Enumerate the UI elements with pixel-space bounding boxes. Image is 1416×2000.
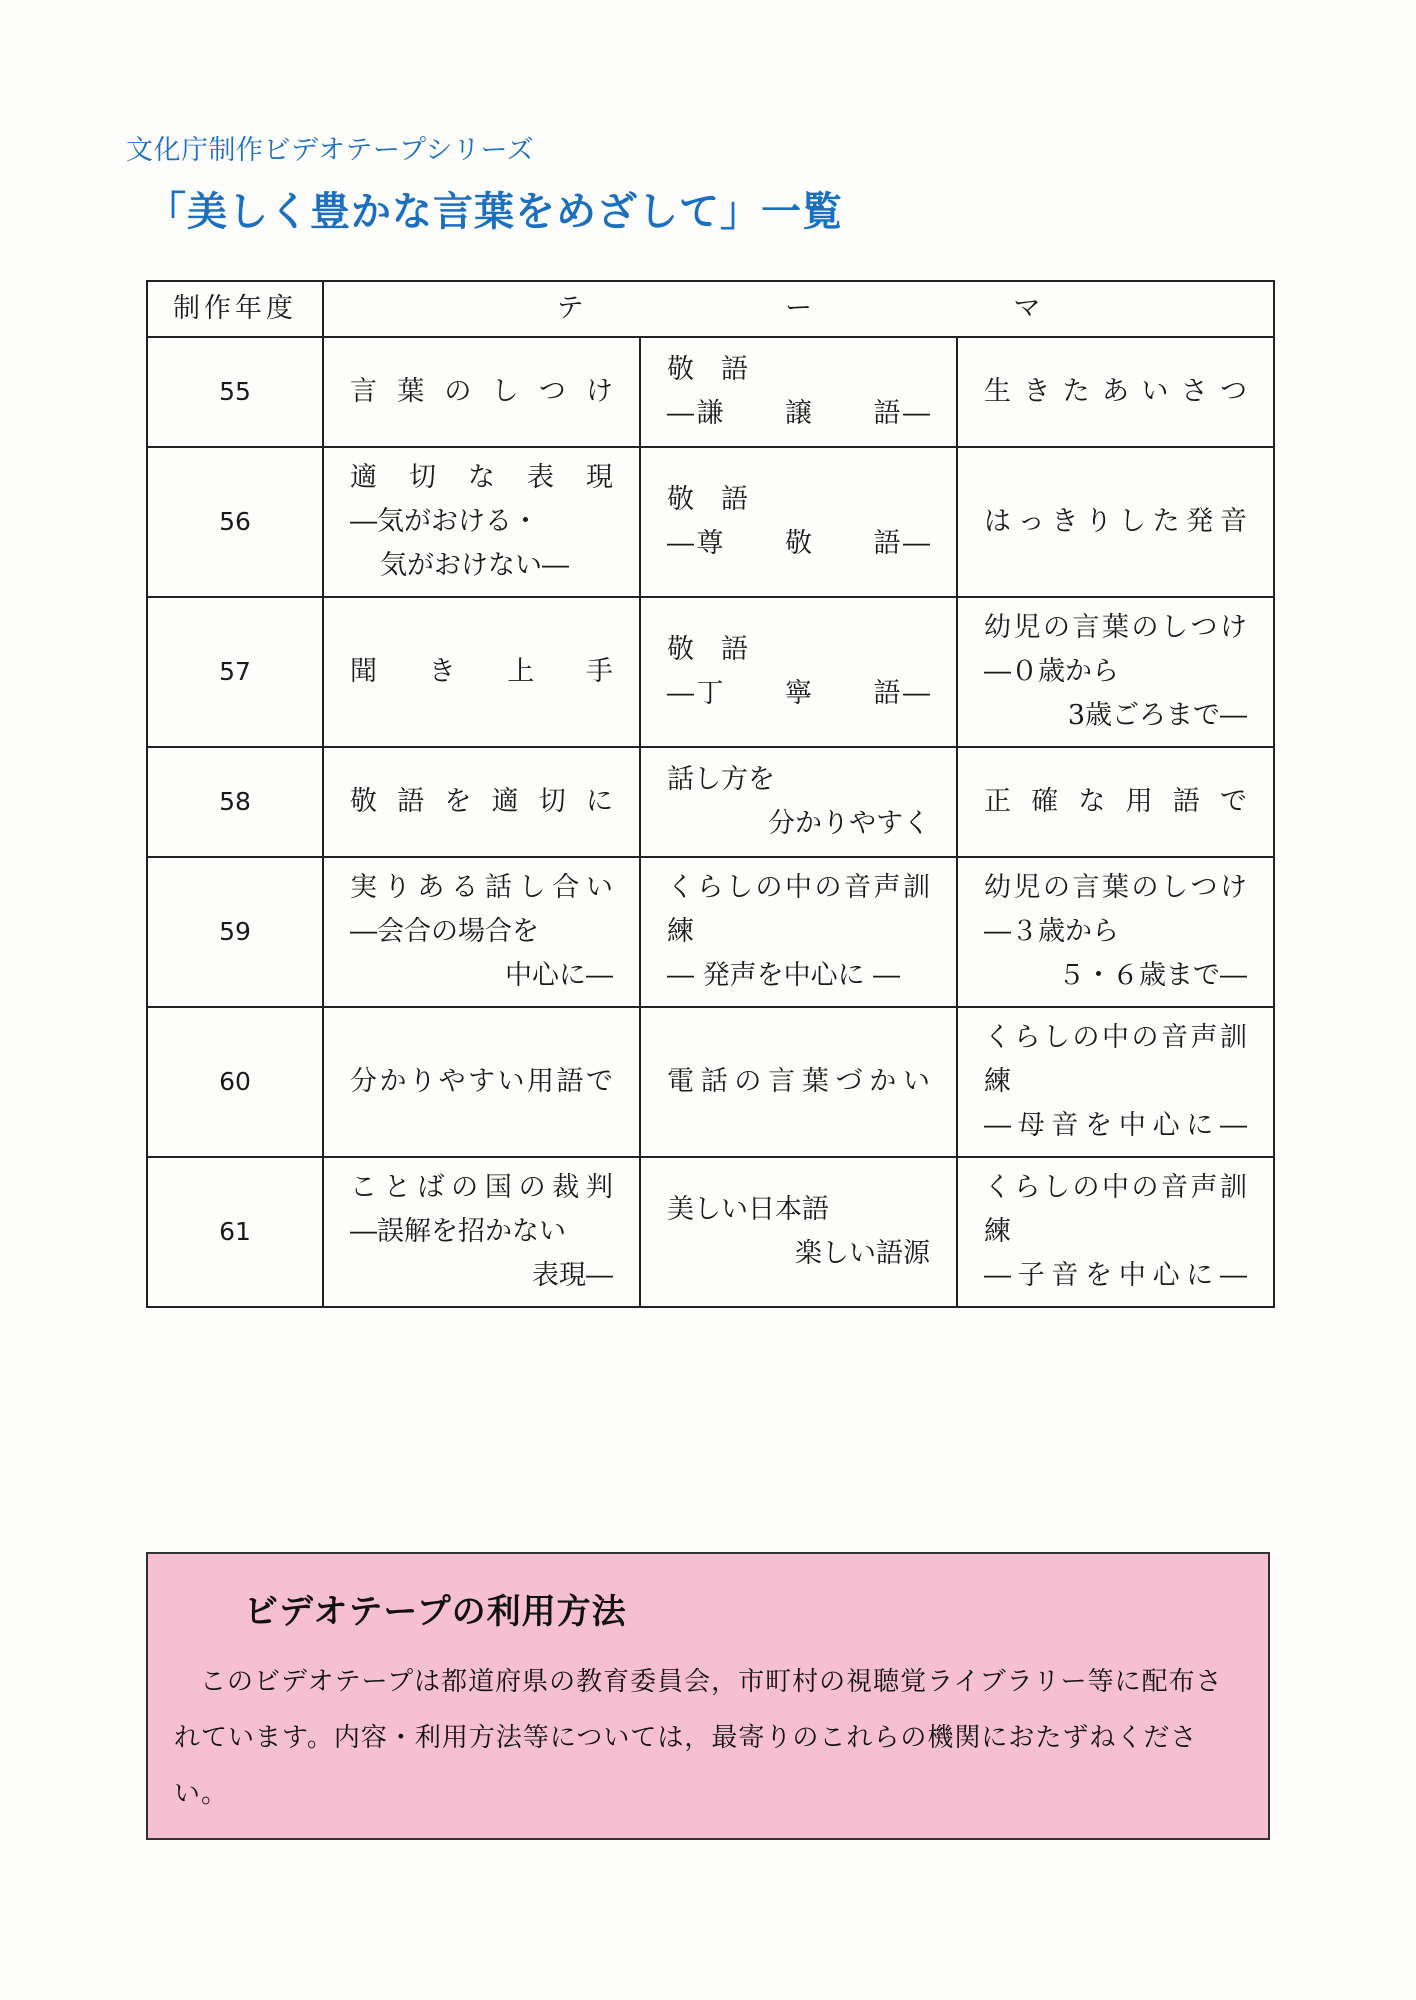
theme-line: はっきりした発音 [984, 506, 1248, 537]
theme-line: くらしの中の音声訓 [667, 872, 930, 903]
table-row [147, 1157, 1274, 1307]
theme-line: ―母音を中心に― [984, 1110, 1248, 1141]
table-header-row [147, 281, 1274, 337]
theme-line: 3歳ごろまで― [1067, 700, 1248, 731]
theme-cell [640, 447, 957, 597]
year-cell: 60 [147, 1007, 323, 1157]
year-cell: 58 [147, 747, 323, 857]
theme-line: ― 発声を中心に ― [667, 960, 901, 991]
header-year: 制作年度 [147, 281, 323, 337]
page-title: 「美しく豊かな言葉をめざして」一覧 [146, 189, 843, 235]
theme-line: ―丁 寧 語― [667, 678, 930, 709]
theme-line: 表現― [532, 1260, 613, 1291]
theme-line: 幼児の言葉のしつけ [984, 872, 1248, 903]
theme-cell [640, 747, 957, 857]
year-cell: 61 [147, 1157, 323, 1307]
theme-cell [957, 857, 1274, 1007]
theme-line: 中心に― [505, 960, 613, 991]
theme-cell [957, 747, 1274, 857]
header-theme [323, 281, 1274, 337]
theme-cell [957, 1007, 1274, 1157]
theme-line: くらしの中の音声訓 [984, 1172, 1248, 1203]
header-theme-char: マ [1013, 293, 1041, 324]
theme-line: 敬 語 [667, 354, 748, 385]
theme-line: 敬 語 [667, 484, 748, 515]
theme-line: ―気がおける・ [350, 506, 539, 537]
theme-line: 幼児の言葉のしつけ [984, 612, 1248, 643]
theme-table [146, 280, 1275, 1308]
theme-line: 敬 語 [667, 634, 748, 665]
table-row [147, 447, 1274, 597]
year-cell: 55 [147, 337, 323, 447]
theme-line: 美しい日本語 [667, 1194, 829, 1225]
theme-line: 言 葉 の し つ け [350, 376, 613, 407]
theme-cell [323, 857, 640, 1007]
series-label: 文化庁制作ビデオテープシリーズ [126, 135, 535, 166]
theme-cell [323, 747, 640, 857]
header-theme-char: テ [556, 293, 584, 324]
usage-body: このビデオテープは都道府県の教育委員会，市町村の視聴覚ライブラリー等に配布されています。内容・利用方法等については，最寄りのこれらの機関におたずねください。 [174, 1667, 1223, 1809]
theme-line: ―謙 譲 語― [667, 398, 930, 429]
year-cell: 57 [147, 597, 323, 747]
theme-line: 適 切 な 表 現 [350, 462, 613, 493]
usage-info-box [146, 1552, 1270, 1840]
theme-line: 練 [984, 1066, 1011, 1097]
theme-line: 分かりやすく [768, 808, 930, 839]
table-row [147, 857, 1274, 1007]
theme-line: 気がおけない― [380, 550, 569, 581]
theme-line: 電話の言葉づかい [667, 1066, 930, 1097]
theme-cell [957, 337, 1274, 447]
theme-cell [640, 597, 957, 747]
theme-cell [957, 1157, 1274, 1307]
table-row [147, 337, 1274, 447]
theme-line: ―会合の場合を [350, 916, 539, 947]
theme-line: 練 [667, 916, 694, 947]
theme-cell [323, 447, 640, 597]
year-cell: 56 [147, 447, 323, 597]
theme-line: ―３歳から [984, 916, 1119, 947]
theme-cell [640, 337, 957, 447]
table-row [147, 747, 1274, 857]
theme-cell [323, 1007, 640, 1157]
theme-line: 分かりやすい用語で [350, 1066, 613, 1097]
theme-line: 練 [984, 1216, 1011, 1247]
theme-line: ―０歳から [984, 656, 1119, 687]
theme-line: 聞 き 上 手 [350, 656, 613, 687]
theme-line: 生 き た あ い さ つ [984, 376, 1248, 407]
theme-line: ５・６歳まで― [1058, 960, 1248, 991]
theme-cell [957, 447, 1274, 597]
theme-line: 楽しい語源 [795, 1238, 930, 1269]
theme-line: ―誤解を招かない [350, 1216, 566, 1247]
theme-line: 正 確 な 用 語 で [984, 786, 1248, 817]
table-row [147, 597, 1274, 747]
theme-line: ―尊 敬 語― [667, 528, 930, 559]
table-row [147, 1007, 1274, 1157]
theme-cell [323, 337, 640, 447]
theme-cell [640, 1007, 957, 1157]
theme-cell [323, 597, 640, 747]
header-theme-char: ー [785, 293, 813, 324]
theme-cell [323, 1157, 640, 1307]
theme-cell [640, 1157, 957, 1307]
usage-title: ビデオテープの利用方法 [244, 1592, 627, 1632]
year-cell: 59 [147, 857, 323, 1007]
theme-line: 話し方を [667, 764, 775, 795]
theme-cell [957, 597, 1274, 747]
theme-line: 敬 語 を 適 切 に [350, 786, 613, 817]
theme-line: くらしの中の音声訓 [984, 1022, 1248, 1053]
theme-line: ―子音を中心に― [984, 1260, 1248, 1291]
theme-line: 実りある話し合い [350, 872, 613, 903]
theme-line: ことばの国の裁判 [350, 1172, 613, 1203]
theme-cell [640, 857, 957, 1007]
